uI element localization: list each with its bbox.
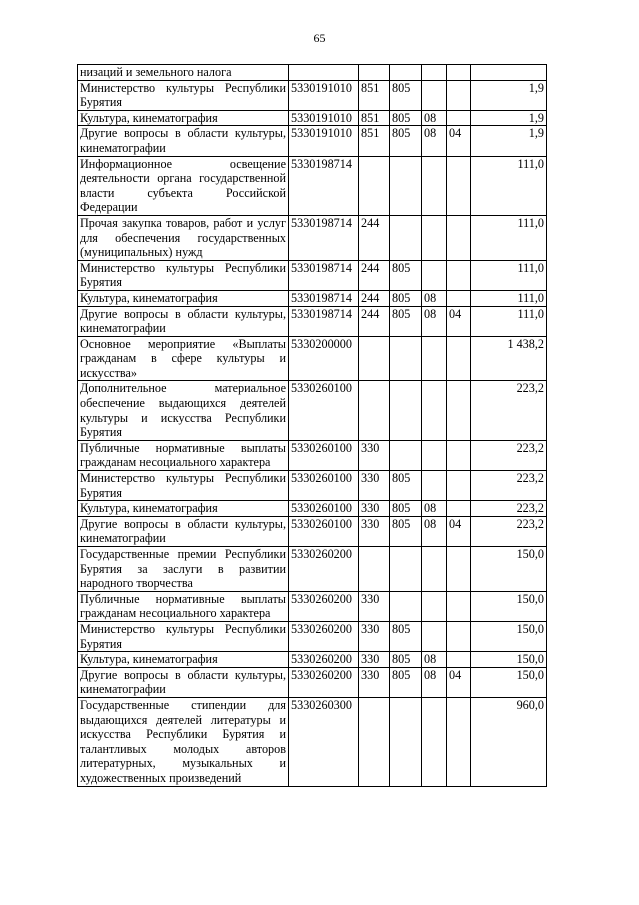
target-article-code-cell: 5330200000: [289, 336, 359, 381]
item-name-cell: Культура, кинематография: [78, 652, 289, 668]
expense-type-code-cell: [359, 156, 390, 215]
expense-type-code-cell: [359, 381, 390, 440]
table-row: [78, 126, 547, 156]
section-code-cell: 08: [422, 126, 447, 156]
expense-type-code-cell: 330: [359, 440, 390, 470]
target-article-code-cell: 5330260100: [289, 516, 359, 546]
department-code-cell: 805: [390, 471, 422, 501]
table-row: [78, 306, 547, 336]
table-row: [78, 501, 547, 517]
expense-type-code-cell: 244: [359, 306, 390, 336]
department-code-cell: 805: [390, 260, 422, 290]
amount-cell: 111,0: [471, 260, 547, 290]
target-article-code-cell: 5330198714: [289, 215, 359, 260]
item-name-cell: Дополнительное материальное обеспечение выдающихся деятелей культуры и искусства Республики Бурятия: [78, 381, 289, 440]
subsection-code-cell: [447, 652, 471, 668]
item-name-cell: Другие вопросы в области культуры, кинематографии: [78, 126, 289, 156]
expense-type-code-cell: 851: [359, 126, 390, 156]
section-code-cell: [422, 156, 447, 215]
table-row: [78, 260, 547, 290]
target-article-code-cell: 5330191010: [289, 80, 359, 110]
target-article-code-cell: 5330260300: [289, 697, 359, 786]
subsection-code-cell: [447, 110, 471, 126]
expense-type-code-cell: 330: [359, 501, 390, 517]
section-code-cell: 08: [422, 306, 447, 336]
table-row: [78, 440, 547, 470]
amount-cell: 111,0: [471, 215, 547, 260]
item-name-cell: Министерство культуры Республики Бурятия: [78, 80, 289, 110]
amount-cell: 223,2: [471, 516, 547, 546]
target-article-code-cell: 5330260200: [289, 621, 359, 651]
department-code-cell: [390, 65, 422, 81]
department-code-cell: [390, 440, 422, 470]
subsection-code-cell: 04: [447, 667, 471, 697]
target-article-code-cell: 5330191010: [289, 110, 359, 126]
target-article-code-cell: 5330260200: [289, 667, 359, 697]
subsection-code-cell: [447, 260, 471, 290]
amount-cell: 960,0: [471, 697, 547, 786]
target-article-code-cell: 5330198714: [289, 156, 359, 215]
target-article-code-cell: 5330260200: [289, 591, 359, 621]
table-row: [78, 547, 547, 592]
target-article-code-cell: 5330260200: [289, 547, 359, 592]
subsection-code-cell: [447, 471, 471, 501]
section-code-cell: [422, 471, 447, 501]
department-code-cell: 805: [390, 516, 422, 546]
section-code-cell: [422, 215, 447, 260]
subsection-code-cell: [447, 65, 471, 81]
item-name-cell: Культура, кинематография: [78, 110, 289, 126]
item-name-cell: Публичные нормативные выплаты гражданам несоциального характера: [78, 591, 289, 621]
table-row: [78, 621, 547, 651]
item-name-cell: Публичные нормативные выплаты гражданам несоциального характера: [78, 440, 289, 470]
expense-type-code-cell: 244: [359, 260, 390, 290]
section-code-cell: [422, 336, 447, 381]
department-code-cell: 805: [390, 621, 422, 651]
amount-cell: 1,9: [471, 110, 547, 126]
section-code-cell: [422, 697, 447, 786]
item-name-cell: Государственные стипендии для выдающихся деятелей литературы и искусства Республики Бурятия и талантливых молодых авторов литературных, музыкальных и художественных произведений: [78, 697, 289, 786]
department-code-cell: 805: [390, 290, 422, 306]
target-article-code-cell: [289, 65, 359, 81]
target-article-code-cell: 5330198714: [289, 306, 359, 336]
department-code-cell: 805: [390, 126, 422, 156]
amount-cell: 223,2: [471, 381, 547, 440]
amount-cell: 150,0: [471, 547, 547, 592]
section-code-cell: [422, 621, 447, 651]
section-code-cell: 08: [422, 501, 447, 517]
department-code-cell: [390, 156, 422, 215]
expense-type-code-cell: 851: [359, 110, 390, 126]
amount-cell: [471, 65, 547, 81]
budget-table: [77, 64, 547, 787]
subsection-code-cell: [447, 547, 471, 592]
table-row: [78, 65, 547, 81]
section-code-cell: [422, 591, 447, 621]
expense-type-code-cell: 330: [359, 621, 390, 651]
section-code-cell: [422, 65, 447, 81]
section-code-cell: 08: [422, 290, 447, 306]
item-name-cell: Прочая закупка товаров, работ и услуг для обеспечения государственных (муниципальных) нужд: [78, 215, 289, 260]
item-name-cell: Министерство культуры Республики Бурятия: [78, 260, 289, 290]
item-name-cell: Другие вопросы в области культуры, кинематографии: [78, 667, 289, 697]
item-name-cell: Государственные премии Республики Бурятия за заслуги в развитии народного творчества: [78, 547, 289, 592]
expense-type-code-cell: [359, 65, 390, 81]
amount-cell: 1 438,2: [471, 336, 547, 381]
target-article-code-cell: 5330260100: [289, 440, 359, 470]
section-code-cell: [422, 80, 447, 110]
amount-cell: 223,2: [471, 471, 547, 501]
table-row: [78, 110, 547, 126]
amount-cell: 150,0: [471, 652, 547, 668]
table-row: [78, 667, 547, 697]
subsection-code-cell: 04: [447, 126, 471, 156]
table-row: [78, 336, 547, 381]
subsection-code-cell: [447, 80, 471, 110]
amount-cell: 111,0: [471, 156, 547, 215]
target-article-code-cell: 5330191010: [289, 126, 359, 156]
expense-type-code-cell: [359, 697, 390, 786]
expense-type-code-cell: 851: [359, 80, 390, 110]
amount-cell: 111,0: [471, 290, 547, 306]
department-code-cell: [390, 591, 422, 621]
department-code-cell: 805: [390, 80, 422, 110]
item-name-cell: Информационное освещение деятельности органа государственной власти субъекта Российской Федерации: [78, 156, 289, 215]
table-row: [78, 516, 547, 546]
table-row: [78, 290, 547, 306]
subsection-code-cell: [447, 156, 471, 215]
subsection-code-cell: [447, 336, 471, 381]
section-code-cell: 08: [422, 667, 447, 697]
item-name-cell: Другие вопросы в области культуры, кинематографии: [78, 306, 289, 336]
table-row: [78, 215, 547, 260]
section-code-cell: 08: [422, 652, 447, 668]
expense-type-code-cell: 244: [359, 290, 390, 306]
amount-cell: 1,9: [471, 126, 547, 156]
amount-cell: 223,2: [471, 440, 547, 470]
expense-type-code-cell: 330: [359, 652, 390, 668]
department-code-cell: 805: [390, 306, 422, 336]
section-code-cell: [422, 381, 447, 440]
expense-type-code-cell: 330: [359, 471, 390, 501]
subsection-code-cell: 04: [447, 516, 471, 546]
table-row: [78, 697, 547, 786]
page-number: 65: [313, 31, 326, 45]
subsection-code-cell: [447, 501, 471, 517]
subsection-code-cell: [447, 697, 471, 786]
item-name-cell: Культура, кинематография: [78, 501, 289, 517]
subsection-code-cell: [447, 591, 471, 621]
table-row: [78, 591, 547, 621]
item-name-cell: Основное мероприятие «Выплаты гражданам в сфере культуры и искусства»: [78, 336, 289, 381]
department-code-cell: 805: [390, 110, 422, 126]
subsection-code-cell: [447, 381, 471, 440]
table-row: [78, 652, 547, 668]
department-code-cell: 805: [390, 652, 422, 668]
amount-cell: 150,0: [471, 621, 547, 651]
amount-cell: 111,0: [471, 306, 547, 336]
expense-type-code-cell: [359, 547, 390, 592]
target-article-code-cell: 5330260200: [289, 652, 359, 668]
expense-type-code-cell: 244: [359, 215, 390, 260]
target-article-code-cell: 5330260100: [289, 471, 359, 501]
expense-type-code-cell: 330: [359, 591, 390, 621]
target-article-code-cell: 5330198714: [289, 290, 359, 306]
department-code-cell: [390, 547, 422, 592]
department-code-cell: [390, 381, 422, 440]
table-row: [78, 80, 547, 110]
department-code-cell: [390, 215, 422, 260]
subsection-code-cell: 04: [447, 306, 471, 336]
subsection-code-cell: [447, 440, 471, 470]
target-article-code-cell: 5330260100: [289, 501, 359, 517]
department-code-cell: [390, 336, 422, 381]
section-code-cell: [422, 547, 447, 592]
item-name-cell: Министерство культуры Республики Бурятия: [78, 471, 289, 501]
amount-cell: 150,0: [471, 667, 547, 697]
section-code-cell: [422, 440, 447, 470]
table-row: [78, 381, 547, 440]
section-code-cell: 08: [422, 516, 447, 546]
expense-type-code-cell: 330: [359, 516, 390, 546]
target-article-code-cell: 5330198714: [289, 260, 359, 290]
subsection-code-cell: [447, 290, 471, 306]
item-name-cell: Культура, кинематография: [78, 290, 289, 306]
expense-type-code-cell: [359, 336, 390, 381]
department-code-cell: 805: [390, 667, 422, 697]
table-row: [78, 156, 547, 215]
subsection-code-cell: [447, 621, 471, 651]
amount-cell: 150,0: [471, 591, 547, 621]
amount-cell: 1,9: [471, 80, 547, 110]
section-code-cell: 08: [422, 110, 447, 126]
expense-type-code-cell: 330: [359, 667, 390, 697]
item-name-cell: Министерство культуры Республики Бурятия: [78, 621, 289, 651]
table-row: [78, 471, 547, 501]
item-name-cell: низаций и земельного налога: [78, 65, 289, 81]
amount-cell: 223,2: [471, 501, 547, 517]
target-article-code-cell: 5330260100: [289, 381, 359, 440]
department-code-cell: [390, 697, 422, 786]
item-name-cell: Другие вопросы в области культуры, кинематографии: [78, 516, 289, 546]
subsection-code-cell: [447, 215, 471, 260]
table-body: [78, 65, 547, 787]
department-code-cell: 805: [390, 501, 422, 517]
section-code-cell: [422, 260, 447, 290]
